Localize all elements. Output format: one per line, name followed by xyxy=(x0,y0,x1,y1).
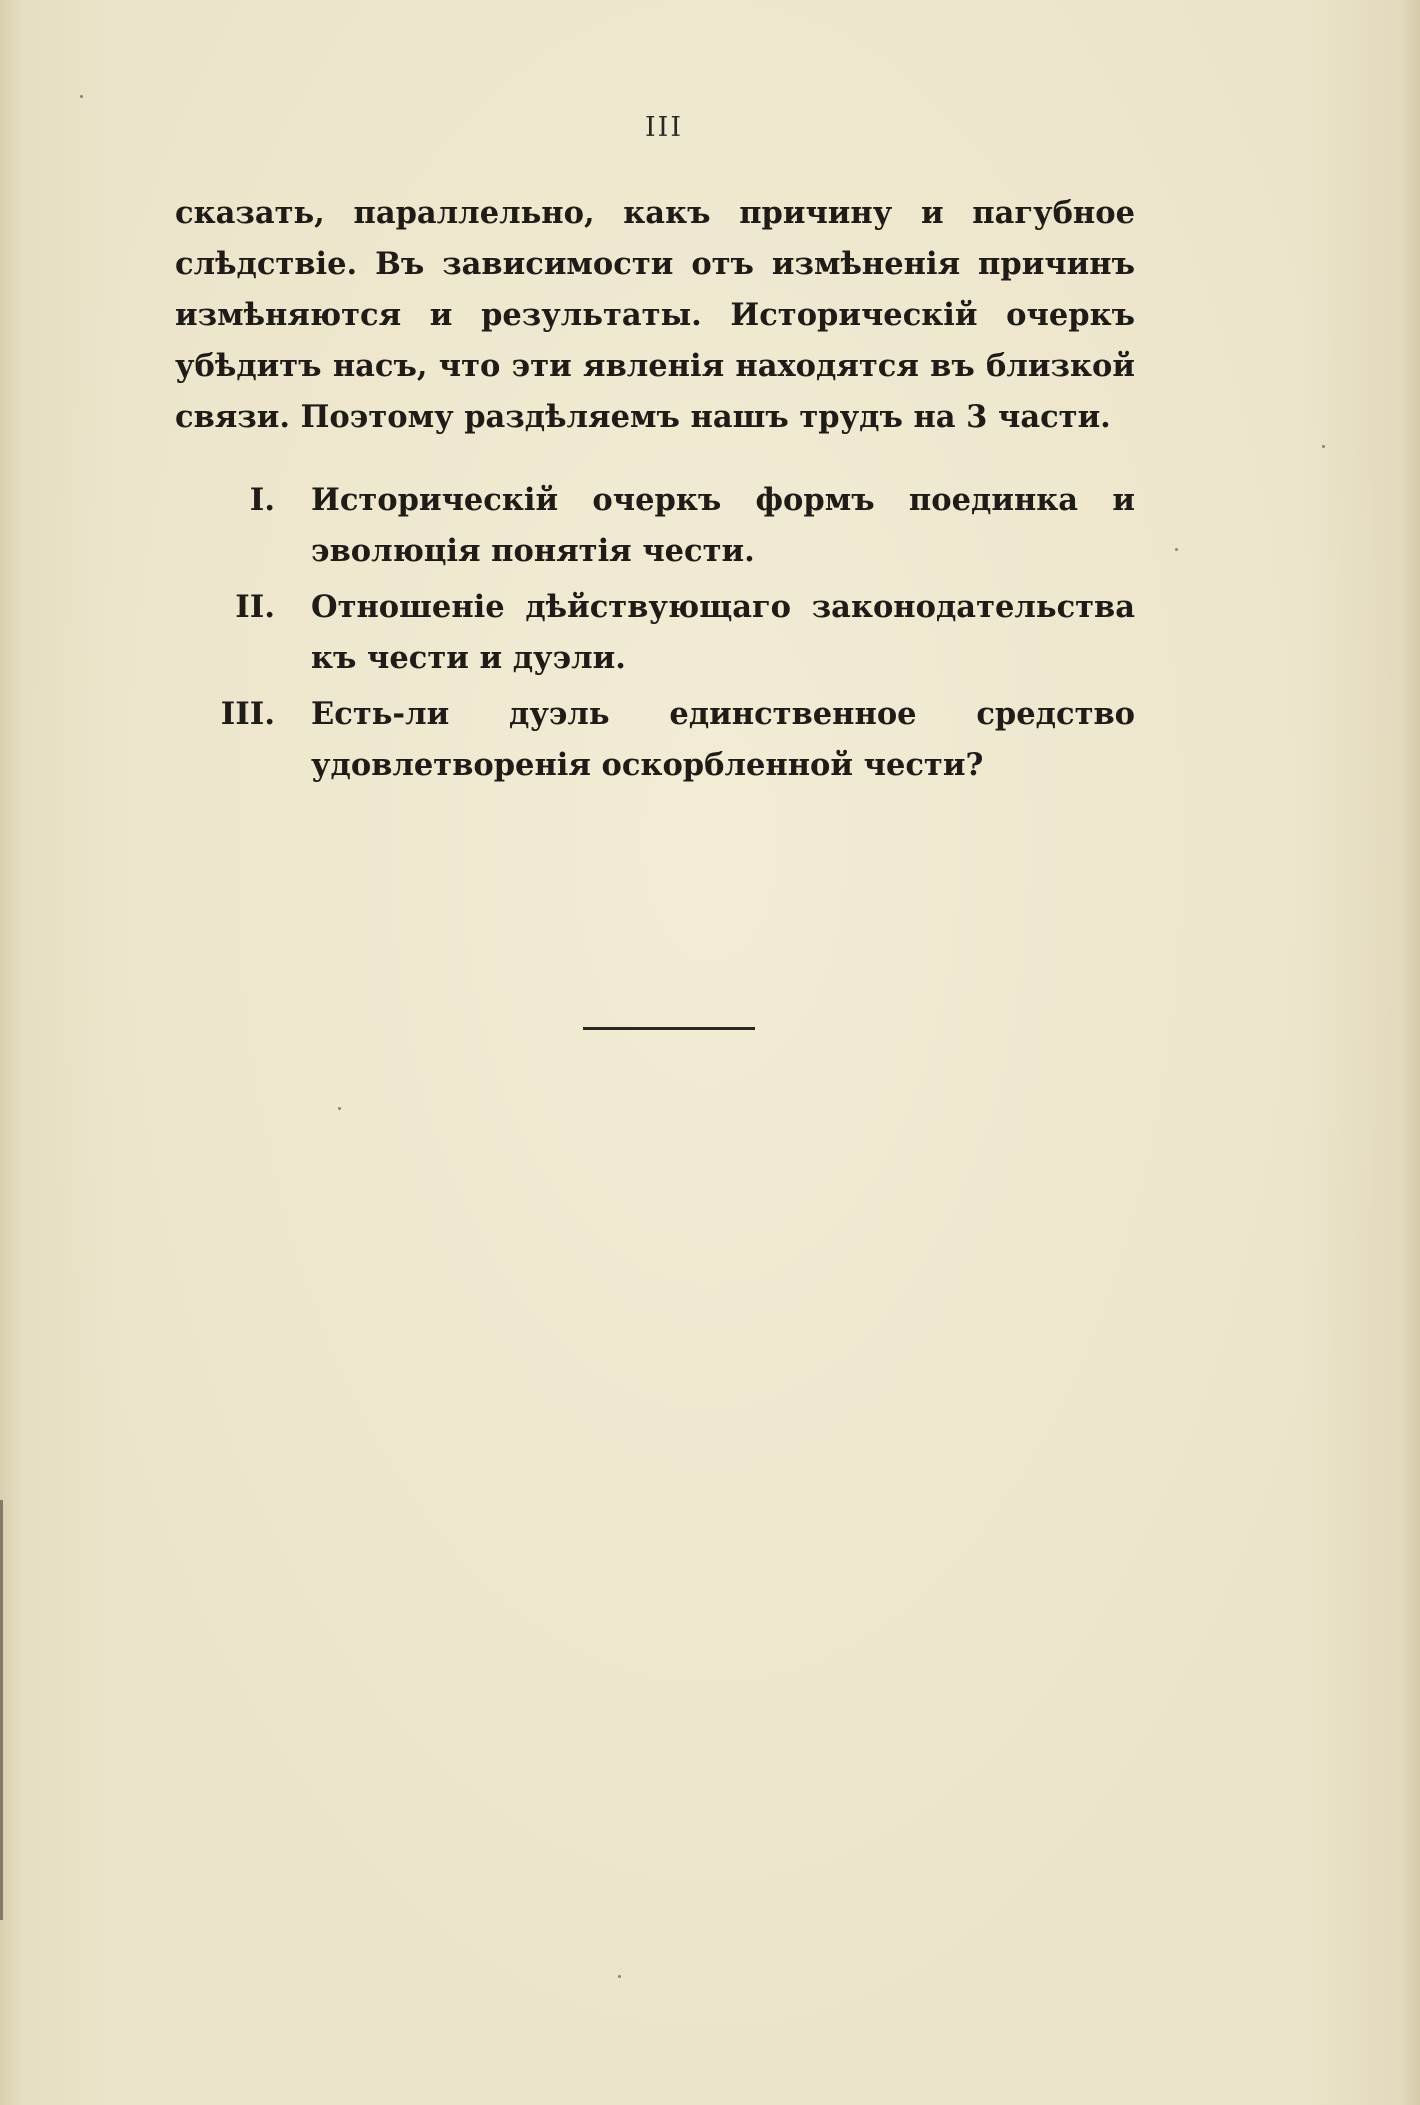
paper-speck xyxy=(80,95,83,98)
list-item xyxy=(175,689,1135,791)
page-edge-mark xyxy=(0,1500,21,1920)
list-item-text: Историческій очеркъ формъ поединка и эволюція понятія чести. xyxy=(311,482,1135,569)
section-divider-rule xyxy=(583,1027,755,1030)
list-item-text: Отношеніе дѣйствующаго законодательства къ чести и дуэли. xyxy=(311,589,1135,676)
intro-paragraph: сказать, параллельно, какъ причину и пагубное слѣдствіе. Въ зависимости отъ измѣненія причинъ измѣняются и результаты. Историческій очеркъ убѣдитъ насъ, что эти явленія находятся въ близкой связи. Поэтому раздѣляемъ нашъ трудъ на 3 части. xyxy=(175,195,1135,435)
paper-speck xyxy=(618,1975,621,1978)
list-item xyxy=(175,475,1135,577)
list-item xyxy=(175,582,1135,684)
body-text xyxy=(175,188,1135,796)
list-numeral: II. xyxy=(235,589,275,625)
page-number: III xyxy=(645,112,683,143)
parts-list xyxy=(175,475,1135,791)
list-numeral: III. xyxy=(220,696,275,732)
paper-speck xyxy=(1322,445,1325,448)
paper-speck xyxy=(338,1107,341,1110)
list-numeral: I. xyxy=(249,482,275,518)
list-item-text: Есть-ли дуэль единственное средство удовлетворенія оскорбленной чести? xyxy=(311,696,1135,783)
paper-speck xyxy=(1175,548,1178,551)
